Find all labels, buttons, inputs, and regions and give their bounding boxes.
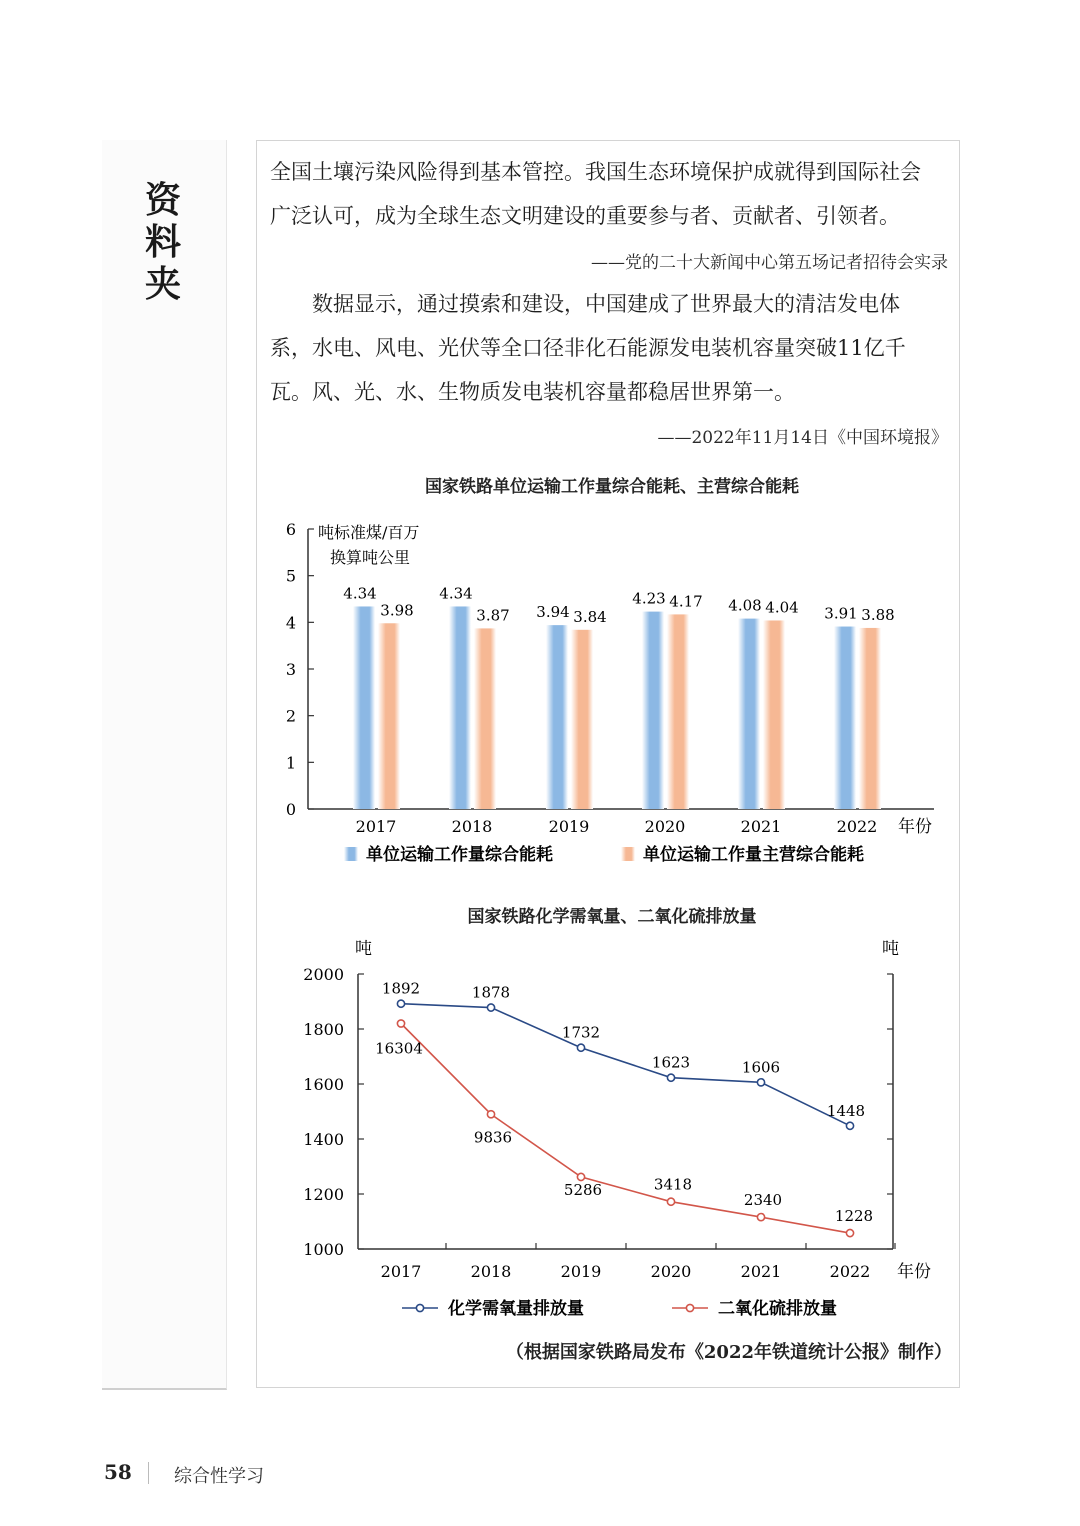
bar-value-label: 3.84	[573, 607, 607, 626]
x-tick-label: 2017	[380, 1262, 422, 1281]
y-axis-label: 换算吨公里	[330, 548, 411, 567]
y-tick-label: 1800	[303, 1020, 344, 1039]
y-tick-label: 1600	[303, 1075, 344, 1094]
x-tick-label: 2022	[836, 817, 878, 836]
x-tick-label: 2021	[740, 1262, 782, 1281]
y-tick-label: 1000	[303, 1240, 344, 1259]
data-point	[397, 1000, 404, 1007]
paragraph-line: 广泛认可，成为全球生态文明建设的重要参与者、贡献者、引领者。	[270, 204, 900, 228]
bar-value-label: 3.91	[824, 604, 858, 623]
x-tick-label: 2019	[548, 817, 590, 836]
paragraph-line: 数据显示，通过摸索和建设，中国建成了世界最大的清洁发电体	[270, 292, 900, 316]
sidebar-char: 料	[144, 221, 181, 263]
bar-value-label: 4.34	[439, 584, 473, 603]
x-tick-label: 2019	[560, 1262, 602, 1281]
page-number: 58	[104, 1460, 132, 1484]
y-tick-label: 4	[285, 613, 296, 633]
legend-label: 单位运输工作量主营综合能耗	[643, 845, 864, 865]
data-point	[667, 1198, 674, 1205]
bar-value-label: 3.98	[380, 601, 414, 620]
x-tick-label: 2020	[644, 817, 686, 836]
data-label: 2340	[743, 1191, 783, 1210]
sidebar-char: 资	[144, 179, 181, 221]
y-tick-label: 3	[285, 660, 296, 679]
y-tick-label: 2000	[303, 965, 344, 984]
data-point	[397, 1020, 404, 1027]
y-tick-label: 5	[285, 566, 296, 586]
data-label: 16304	[375, 1039, 423, 1058]
data-point	[667, 1074, 674, 1081]
data-point	[577, 1173, 584, 1180]
x-tick-label: 2018	[470, 1262, 512, 1281]
bar-chart-title: 国家铁路单位运输工作量综合能耗、主营综合能耗	[425, 477, 799, 497]
data-label: 1878	[471, 983, 511, 1002]
x-tick-label: 2018	[451, 817, 493, 836]
x-tick-label: 2017	[355, 817, 397, 836]
footer-section: 综合性学习	[174, 1466, 264, 1487]
data-point	[487, 1111, 494, 1118]
bar-value-label: 3.87	[476, 606, 510, 625]
data-point	[846, 1229, 853, 1236]
x-tick-label: 2021	[740, 817, 782, 836]
source-citation: ——党的二十大新闻中心第五场记者招待会实录	[591, 253, 948, 273]
data-label: 3418	[653, 1175, 693, 1194]
x-tick-label: 2022	[829, 1262, 871, 1281]
y-axis-label: 吨标准煤/百万	[318, 523, 420, 542]
x-tick-label: 2020	[650, 1262, 692, 1281]
legend-marker	[686, 1304, 693, 1311]
data-label: 1448	[826, 1101, 866, 1120]
y-tick-label: 0	[285, 800, 296, 819]
paragraph-line: 瓦。风、光、水、生物质发电装机容量都稳居世界第一。	[270, 380, 795, 404]
data-label: 1623	[651, 1053, 691, 1072]
data-label: 1606	[741, 1058, 781, 1077]
y-tick-label: 1400	[303, 1130, 344, 1149]
y-axis-label-left: 吨	[355, 939, 372, 959]
series-line	[401, 1004, 850, 1126]
bar-value-label: 4.08	[728, 596, 762, 615]
bar-value-label: 4.04	[765, 598, 799, 617]
y-tick-label: 1	[285, 753, 296, 773]
y-tick-label: 2	[285, 706, 296, 726]
data-label: 5286	[563, 1180, 603, 1199]
data-point	[487, 1004, 494, 1011]
paragraph-line: 全国土壤污染风险得到基本管控。我国生态环境保护成就得到国际社会	[270, 160, 921, 184]
footer-divider	[148, 1462, 149, 1484]
legend-label: 单位运输工作量综合能耗	[366, 845, 553, 865]
y-axis-label-right: 吨	[882, 939, 899, 959]
sidebar-char: 夹	[144, 263, 181, 305]
x-axis-label: 年份	[898, 817, 932, 837]
data-point	[846, 1122, 853, 1129]
bar-value-label: 3.88	[861, 605, 895, 624]
paragraph-line: 系，水电、风电、光伏等全口径非化石能源发电装机容量突破11亿千	[270, 336, 906, 360]
series-line	[401, 1024, 850, 1234]
y-tick-label: 1200	[303, 1185, 344, 1204]
line-chart-title: 国家铁路化学需氧量、二氧化硫排放量	[467, 907, 757, 927]
legend-marker	[416, 1304, 423, 1311]
data-label: 9836	[473, 1128, 513, 1147]
bar-value-label: 3.94	[536, 603, 570, 622]
data-label: 1892	[381, 979, 421, 998]
data-point	[577, 1044, 584, 1051]
source-citation: ——2022年11月14日《中国环境报》	[657, 428, 948, 448]
legend-label: 化学需氧量排放量	[448, 1299, 584, 1319]
x-axis-label: 年份	[897, 1262, 931, 1282]
data-label: 1228	[834, 1207, 874, 1226]
bar-value-label: 4.23	[632, 589, 666, 608]
source-note: （根据国家铁路局发布《2022年铁道统计公报》制作）	[505, 1342, 952, 1363]
bar-value-label: 4.34	[343, 584, 377, 603]
data-label: 1732	[561, 1023, 601, 1042]
y-tick-label: 6	[285, 520, 296, 539]
legend-label: 二氧化硫排放量	[718, 1299, 837, 1319]
data-point	[757, 1214, 764, 1221]
bar-value-label: 4.17	[669, 592, 703, 611]
data-point	[757, 1079, 764, 1086]
